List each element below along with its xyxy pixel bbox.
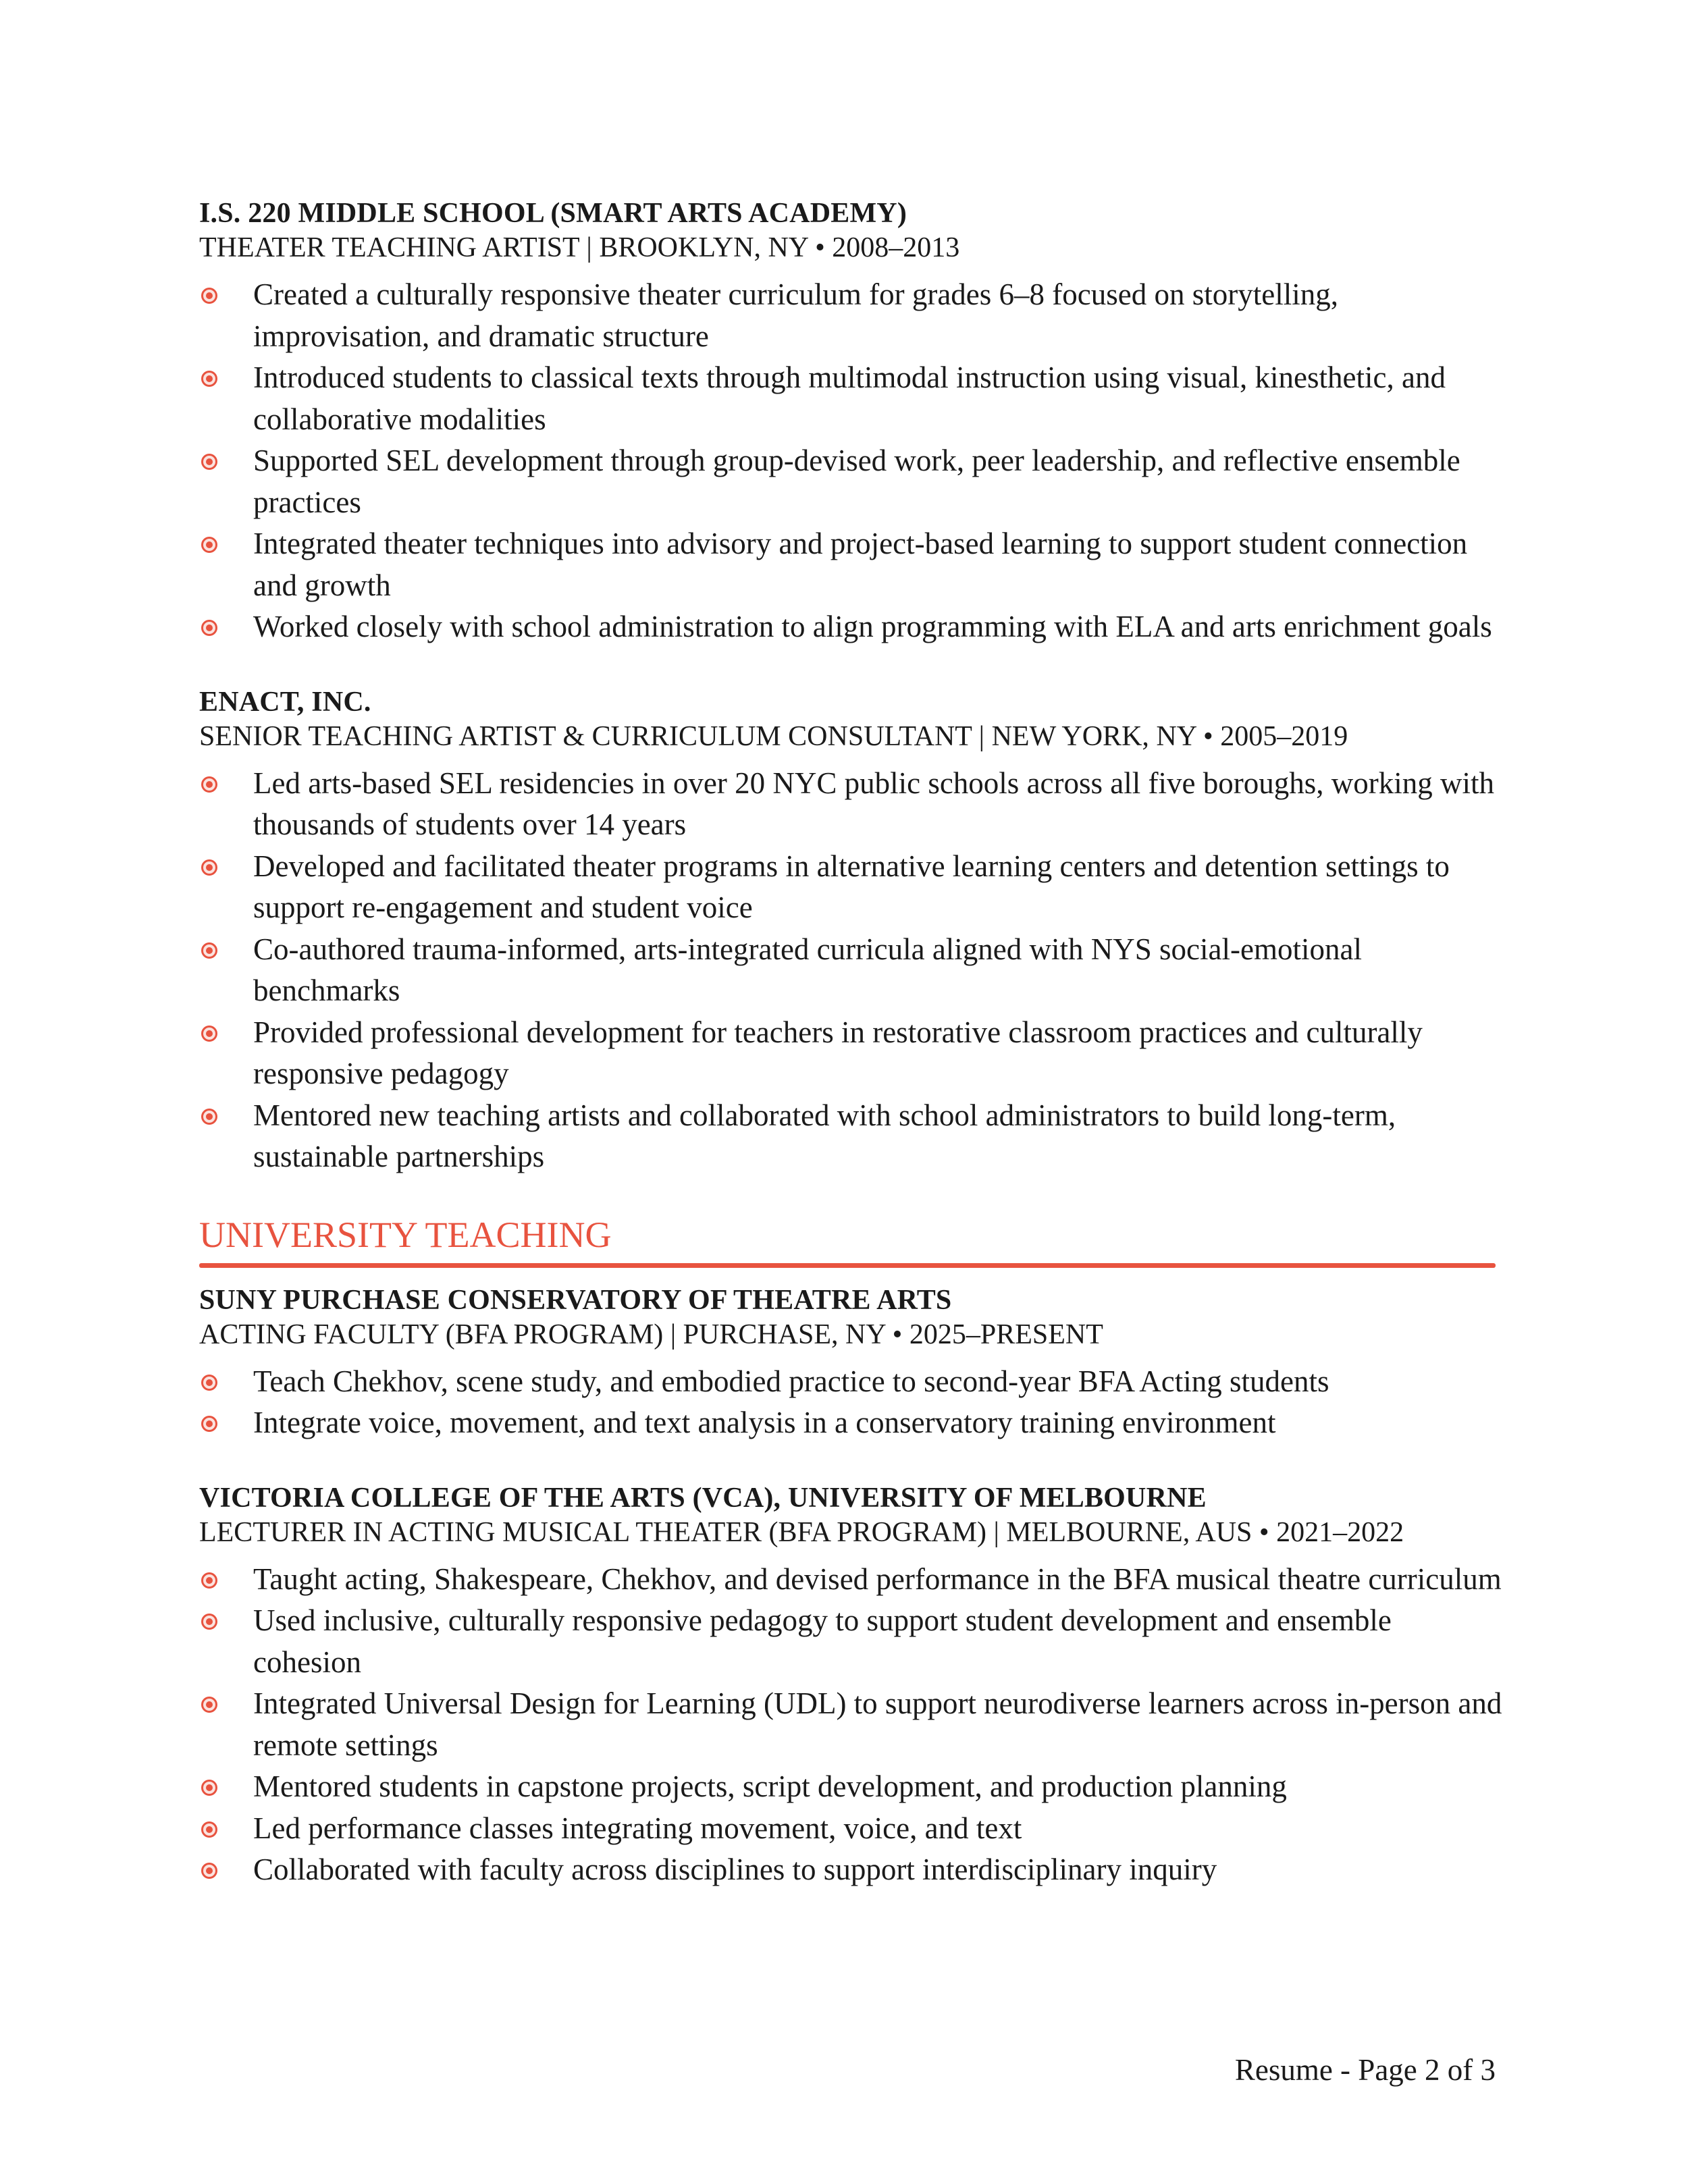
job-bullet-list — [199, 1559, 1502, 1891]
job-organization: SUNY PURCHASE CONSERVATORY OF THEATRE ARTS — [199, 1284, 952, 1316]
job-enact — [199, 685, 1496, 1178]
job-bullet-list — [199, 763, 1496, 1178]
job-organization: VICTORIA COLLEGE OF THE ARTS (VCA), UNIVERSITY OF MELBOURNE — [199, 1482, 1207, 1514]
radio-bullet-icon — [201, 1780, 217, 1796]
list-item — [199, 1808, 1502, 1850]
list-item — [199, 1849, 1502, 1891]
bullet-text: Supported SEL development through group-devised work, peer leadership, and reflective ensemble practices — [253, 444, 1460, 519]
job-role-line: ACTING FACULTY (BFA PROGRAM) | PURCHASE, NY • 2025–PRESENT — [199, 1319, 1103, 1350]
bullet-text: Developed and facilitated theater programs in alternative learning centers and detention settings to support re-engagement and student voice — [253, 849, 1450, 924]
bullet-text: Collaborated with faculty across disciplines to support interdisciplinary inquiry — [253, 1853, 1217, 1886]
radio-bullet-icon — [201, 620, 217, 636]
section-heading-university-teaching: UNIVERSITY TEACHING — [199, 1214, 612, 1255]
bullet-text: Integrate voice, movement, and text analysis in a conservatory training environment — [253, 1406, 1276, 1439]
job-vca-melbourne — [199, 1481, 1502, 1891]
radio-bullet-icon — [201, 776, 217, 793]
bullet-text: Used inclusive, culturally responsive pedagogy to support student development and ensemble cohesion — [253, 1603, 1392, 1679]
list-item — [199, 1683, 1502, 1766]
job-bullet-list — [199, 1361, 1496, 1444]
bullet-text: Mentored new teaching artists and collaborated with school administrators to build long-term, sustainable partnerships — [253, 1098, 1396, 1173]
job-role-line: THEATER TEACHING ARTIST | BROOKLYN, NY • 2008–2013 — [199, 232, 960, 263]
radio-bullet-icon — [201, 1614, 217, 1630]
radio-bullet-icon — [201, 1697, 217, 1713]
bullet-text: Mentored students in capstone projects, script development, and production planning — [253, 1769, 1287, 1803]
bullet-text: Provided professional development for teachers in restorative classroom practices and culturally responsive pedagogy — [253, 1015, 1423, 1090]
radio-bullet-icon — [201, 454, 217, 470]
radio-bullet-icon — [201, 1416, 217, 1432]
job-role-line: SENIOR TEACHING ARTIST & CURRICULUM CONSULTANT | NEW YORK, NY • 2005–2019 — [199, 720, 1348, 752]
list-item — [199, 929, 1502, 1012]
list-item — [199, 523, 1502, 606]
list-item — [199, 1402, 1502, 1444]
bullet-text: Led performance classes integrating movement, voice, and text — [253, 1811, 1022, 1845]
job-role-line: LECTURER IN ACTING MUSICAL THEATER (BFA PROGRAM) | MELBOURNE, AUS • 2021–2022 — [199, 1516, 1404, 1548]
bullet-text: Led arts-based SEL residencies in over 20 NYC public schools across all five boroughs, working with thousands of students over 14 years — [253, 766, 1494, 841]
section-divider — [199, 1263, 1496, 1268]
list-item — [199, 1012, 1502, 1095]
bullet-text: Worked closely with school administration to align programming with ELA and arts enrichment goals — [253, 610, 1492, 643]
radio-bullet-icon — [201, 288, 217, 304]
list-item — [199, 1095, 1502, 1178]
list-item — [199, 1559, 1502, 1601]
bullet-text: Integrated theater techniques into advisory and project-based learning to support student connection and growth — [253, 527, 1468, 602]
list-item — [199, 763, 1502, 846]
job-bullet-list — [199, 274, 1496, 648]
list-item — [199, 1600, 1502, 1683]
bullet-text: Teach Chekhov, scene study, and embodied practice to second-year BFA Acting students — [253, 1364, 1329, 1398]
bullet-text: Introduced students to classical texts through multimodal instruction using visual, kinesthetic, and collaborative modalities — [253, 361, 1446, 436]
list-item — [199, 846, 1502, 929]
list-item — [199, 606, 1502, 648]
bullet-text: Taught acting, Shakespeare, Chekhov, and devised performance in the BFA musical theatre curriculum — [253, 1562, 1502, 1596]
list-item — [199, 357, 1502, 440]
job-is220 — [199, 196, 1496, 648]
job-suny-purchase — [199, 1283, 1496, 1444]
list-item — [199, 1766, 1502, 1808]
radio-bullet-icon — [201, 942, 217, 959]
list-item — [199, 1361, 1502, 1403]
radio-bullet-icon — [201, 371, 217, 387]
radio-bullet-icon — [201, 859, 217, 876]
radio-bullet-icon — [201, 1026, 217, 1042]
resume-page — [199, 196, 1502, 1891]
radio-bullet-icon — [201, 1863, 217, 1879]
radio-bullet-icon — [201, 537, 217, 553]
bullet-text: Integrated Universal Design for Learning (UDL) to support neurodiverse learners across in-person and remote settings — [253, 1686, 1502, 1762]
page-footer: Resume - Page 2 of 3 — [1234, 2053, 1496, 2087]
list-item — [199, 440, 1502, 523]
job-organization: I.S. 220 MIDDLE SCHOOL (SMART ARTS ACADEMY) — [199, 198, 907, 229]
radio-bullet-icon — [201, 1109, 217, 1125]
radio-bullet-icon — [201, 1821, 217, 1838]
job-organization: ENACT, INC. — [199, 686, 371, 718]
bullet-text: Created a culturally responsive theater curriculum for grades 6–8 focused on storytelling, improvisation, and dramatic structure — [253, 277, 1338, 353]
bullet-text: Co-authored trauma-informed, arts-integrated curricula aligned with NYS social-emotional benchmarks — [253, 932, 1362, 1007]
radio-bullet-icon — [201, 1375, 217, 1391]
list-item — [199, 274, 1502, 357]
radio-bullet-icon — [201, 1572, 217, 1589]
